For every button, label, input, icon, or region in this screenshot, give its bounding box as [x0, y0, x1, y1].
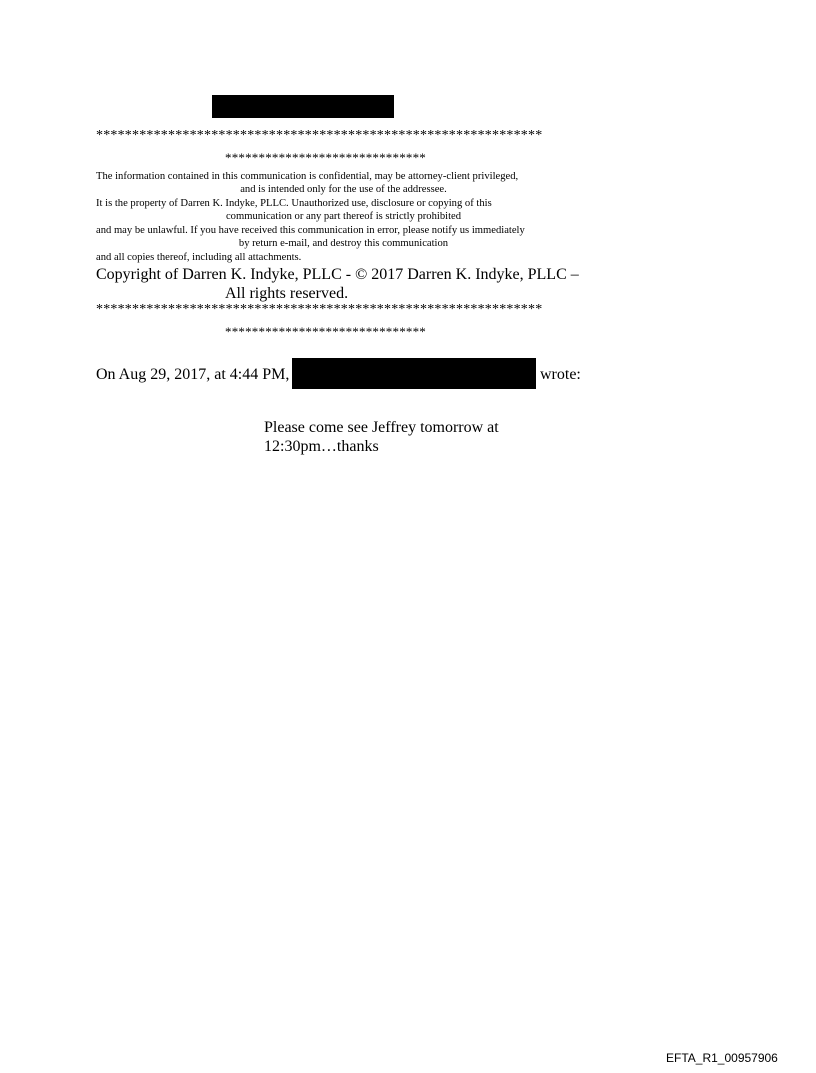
disclaimer-line-7: and all copies thereof, including all attachments. — [96, 252, 302, 263]
disclaimer-line-3: It is the property of Darren K. Indyke, PLLC. Unauthorized use, disclosure or copying of this — [96, 198, 492, 209]
copyright-line-1: Copyright of Darren K. Indyke, PLLC - © 2017 Darren K. Indyke, PLLC – — [96, 266, 579, 283]
quote-header-prefix: On Aug 29, 2017, at 4:44 PM, — [96, 366, 290, 383]
quote-body-line-1: Please come see Jeffrey tomorrow at — [264, 419, 499, 436]
document-id-stamp: EFTA_R1_00957906 — [666, 1051, 778, 1065]
disclaimer-line-6: by return e-mail, and destroy this communication — [238, 238, 449, 249]
disclaimer-line-5: and may be unlawful. If you have received this communication in error, please notify us immediately — [96, 225, 525, 236]
disclaimer-line-4: communication or any part thereof is strictly prohibited — [225, 211, 462, 222]
quote-body-line-2: 12:30pm…thanks — [264, 438, 379, 455]
redacted-quoted-sender — [292, 358, 536, 389]
disclaimer-stars-top-short: ****************************** — [225, 150, 426, 165]
disclaimer-stars-top-long: ************************************************************** — [96, 128, 543, 143]
copyright-line-2: All rights reserved. — [225, 285, 349, 302]
disclaimer-line-2: and is intended only for the use of the addressee. — [240, 184, 447, 195]
disclaimer-line-1: The information contained in this communication is confidential, may be attorney-client privileged, — [96, 171, 519, 182]
disclaimer-stars-bottom-long: ************************************************************** — [96, 302, 543, 317]
disclaimer-stars-bottom-short: ****************************** — [225, 324, 426, 339]
redacted-sender-block — [212, 95, 394, 118]
quote-header-suffix: wrote: — [540, 366, 581, 383]
